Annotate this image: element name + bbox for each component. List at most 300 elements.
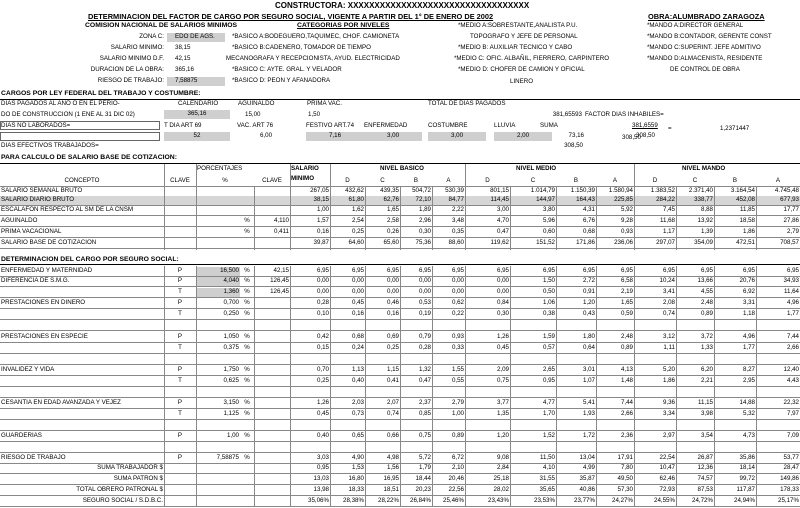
row-value: 2,72: [582, 277, 595, 284]
column-header: C: [692, 177, 698, 184]
row-value: 1,18: [742, 310, 755, 317]
row-value: 9,08: [496, 454, 509, 461]
row-value: 0,43: [582, 310, 595, 317]
row-unit: %: [244, 432, 250, 439]
efectivos-value: 308,50: [564, 142, 583, 149]
row-value: [465, 443, 510, 452]
row-value: 4,96: [742, 333, 755, 340]
row-value: 0,33: [451, 344, 464, 351]
row-value: 1,15: [386, 366, 399, 373]
efectivos-label: DIAS EFECTIVOS TRABAJADOS=: [1, 142, 99, 149]
row-value: 1,65: [620, 299, 633, 306]
row-value: 0,50: [542, 288, 555, 295]
row-clave: [164, 355, 196, 364]
grid-line: [465, 164, 466, 186]
row-clave: [164, 217, 196, 226]
row-value: 0,91: [582, 288, 595, 295]
row-clave2: [254, 321, 290, 330]
row-percent: 4,040: [196, 277, 240, 286]
row-value: 2,22: [451, 206, 464, 213]
row-value: 2,96: [418, 217, 431, 224]
obra-label: OBRA:ALUMBRADO ZARAGOZA: [648, 12, 765, 21]
row-unit: %: [244, 454, 250, 461]
row-value: [634, 421, 676, 430]
row-percent: [196, 388, 240, 397]
row-value: 0,69: [386, 333, 399, 340]
row-clave2: 42,15: [273, 267, 289, 274]
row-percent: [196, 443, 240, 452]
row-value: 1,39: [700, 228, 713, 235]
row-value: 3,34: [662, 410, 675, 417]
row-value: 354,09: [694, 239, 713, 246]
row-clave: [164, 239, 196, 248]
row-value: 4,55: [700, 288, 713, 295]
row-value: 3.164,54: [730, 187, 755, 194]
row-value: 0,28: [418, 344, 431, 351]
grid-line: [196, 187, 197, 250]
row-value: [510, 321, 556, 330]
calendario-value: 365,16: [164, 110, 230, 119]
row-value: 1,57: [316, 217, 329, 224]
grid-line: [465, 187, 466, 250]
row-value: 2,58: [386, 217, 399, 224]
row-value: 0,30: [418, 228, 431, 235]
row-value: 119,62: [490, 239, 509, 246]
categoria-mando: *MANDO D:ALMACENISTA, RESIDENTE: [647, 55, 763, 62]
row-value: 0,64: [582, 344, 595, 351]
row-value: 530,39: [445, 187, 464, 194]
row-percent: 0,375: [223, 344, 239, 351]
row-value: 1,86: [662, 377, 675, 384]
no-laborados-header: VAC. ART 76: [237, 122, 274, 129]
row-value: [714, 421, 756, 430]
factor-equals: =: [668, 125, 672, 132]
row-percent: 1,050: [223, 333, 239, 340]
column-header: B: [413, 177, 419, 184]
categoria-basico: MECANOGRAFA Y RECEPCIONISTA, AYUD. ELECTRICIDAD: [226, 55, 400, 62]
row-clave: [164, 388, 196, 397]
row-value: 2,37: [418, 399, 431, 406]
row-value: 178,33: [780, 486, 799, 493]
row-value: 3,31: [742, 299, 755, 306]
categoria-medio: LINERO: [510, 78, 534, 85]
dias-pagados-label: DIAS PAGADOS AL AÑO O EN EL PERIO-: [1, 100, 120, 107]
column-header: A: [612, 177, 618, 184]
row-value: 1,77: [786, 310, 799, 317]
row-value: 14,88: [739, 399, 755, 406]
row-concept: [0, 377, 164, 386]
row-value: 0,42: [316, 333, 329, 340]
row-value: 0,47: [496, 228, 509, 235]
row-value: [400, 388, 432, 397]
row-value: 23,77%: [574, 497, 595, 504]
row-value: 7,44: [786, 333, 799, 340]
row-clave: [164, 187, 196, 196]
row-value: 7,44: [620, 399, 633, 406]
row-value: 1.383,52: [650, 187, 675, 194]
row-value: [556, 421, 596, 430]
row-value: 3,54: [700, 432, 713, 439]
row-value: 0,95: [542, 377, 555, 384]
row-value: [365, 421, 400, 430]
row-value: 1,53: [351, 464, 364, 471]
row-value: 3,00: [496, 206, 509, 213]
grid-line: [254, 187, 255, 250]
row-value: 31,55: [539, 475, 555, 482]
row-unit: [240, 239, 254, 248]
column-header: B: [732, 177, 738, 184]
row-unit: [240, 443, 254, 452]
row-value: [756, 388, 800, 397]
row-concept: DIFERENCIA DE S.M.G.: [1, 277, 70, 284]
row-unit: %: [244, 410, 250, 417]
total-dias-header: TOTAL DE DIAS PAGADOS: [428, 100, 506, 107]
column-header: D: [652, 177, 658, 184]
grid-line: [330, 187, 331, 250]
row-value: 24,27%: [612, 497, 633, 504]
row-value: 236,06: [614, 239, 633, 246]
row-value: [634, 443, 676, 452]
row-value: 4,73: [742, 432, 755, 439]
grid-line: [432, 266, 433, 507]
row-clave2: [254, 344, 290, 353]
row-value: 1,11: [663, 344, 675, 351]
row-value: 84,77: [448, 196, 464, 203]
row-concept: [0, 443, 164, 452]
row-value: 1,89: [418, 206, 431, 213]
row-value: 0,68: [582, 228, 595, 235]
row-value: 3,12: [662, 333, 675, 340]
row-value: 6,95: [700, 267, 713, 274]
row-percent: [196, 206, 240, 215]
nivel-mando-header: NIVEL MANDO: [682, 165, 726, 172]
row-value: 2,48: [700, 299, 713, 306]
row-value: 13,66: [697, 277, 713, 284]
row-value: 1.014,79: [530, 187, 555, 194]
categoria-medio: *MEDIO D: CHOFER DE CAMION Y OFICIAL: [458, 66, 585, 73]
row-value: 4,13: [620, 366, 633, 373]
row-concept: [0, 288, 164, 297]
aguinaldo-value: 15,00: [245, 111, 261, 118]
row-clave2: [254, 410, 290, 419]
param-label: SALARIO MINIMO:: [110, 44, 164, 51]
row-value: 6,95: [742, 267, 755, 274]
row-value: 16,95: [383, 475, 399, 482]
factor-denominator: 308,50: [636, 132, 655, 139]
grid-line: [365, 187, 366, 250]
row-concept: SEGURO SOCIAL / S.D.B.C.: [82, 497, 163, 504]
grid-line: [290, 266, 291, 507]
row-value: 225,85: [614, 196, 633, 203]
row-concept: ENFERMEDAD Y MATERNIDAD: [1, 267, 93, 274]
row-value: [676, 421, 714, 430]
row-value: 0,00: [418, 288, 431, 295]
row-value: 0,73: [351, 410, 364, 417]
row-value: [290, 388, 330, 397]
row-value: 16,80: [348, 475, 364, 482]
row-value: 3,77: [496, 399, 509, 406]
row-value: 2,97: [662, 432, 675, 439]
categoria-mando: *MANDO C:SUPERINT. JEFE ADMITIVO: [647, 44, 761, 51]
row-percent: [196, 421, 240, 430]
row-value: 18,44: [415, 475, 431, 482]
aguinaldo-header: AGUINALDO: [238, 100, 275, 107]
row-concept: [0, 355, 164, 364]
row-value: 27,86: [783, 217, 799, 224]
row-clave: [164, 228, 196, 237]
row-value: [634, 355, 676, 364]
row-value: 472,51: [736, 239, 755, 246]
row-value: 144,97: [536, 196, 555, 203]
row-value: 1.580,94: [608, 187, 633, 194]
cargo-title: DETERMINACION DEL CARGO POR SEGURO SOCIAL:: [1, 256, 179, 263]
row-value: 99,72: [739, 475, 755, 482]
row-value: 20,76: [739, 277, 755, 284]
row-value: 25,17%: [778, 497, 799, 504]
row-value: 13,98: [313, 486, 329, 493]
row-value: 57,30: [617, 486, 633, 493]
row-percent: [196, 228, 240, 237]
no-laborados-value: 3,00: [428, 132, 486, 141]
row-value: 0,10: [316, 310, 329, 317]
row-value: 1,50: [542, 277, 555, 284]
row-value: 5,32: [742, 410, 755, 417]
row-value: 708,57: [780, 239, 799, 246]
row-value: [510, 388, 556, 397]
row-clave2: [254, 355, 290, 364]
row-value: 0,74: [386, 410, 399, 417]
no-laborados-value: 52: [164, 132, 230, 141]
row-value: 22,56: [448, 486, 464, 493]
row-clave: P: [177, 454, 183, 461]
row-value: 3,03: [316, 454, 329, 461]
param-label: ZONA C:: [139, 33, 164, 40]
row-clave: [164, 421, 196, 430]
row-value: 2,10: [451, 464, 464, 471]
row-clave2: [254, 206, 290, 215]
row-concept: [0, 410, 164, 419]
grid-line: [634, 266, 635, 507]
param-value: 7,58875: [167, 77, 225, 86]
row-value: 4,70: [496, 217, 509, 224]
row-value: 72,93: [659, 486, 675, 493]
row-value: [365, 321, 400, 330]
row-clave2: [254, 187, 290, 196]
prima-value: 1,50: [308, 111, 321, 118]
row-value: [756, 321, 800, 330]
row-value: [596, 355, 634, 364]
row-value: 18,14: [739, 464, 755, 471]
grid-line: [290, 187, 291, 250]
row-value: [596, 388, 634, 397]
row-unit: %: [244, 228, 250, 235]
row-value: 2,84: [496, 464, 509, 471]
grid-line: [714, 187, 715, 250]
row-clave2: [254, 454, 290, 463]
row-value: 12,36: [697, 464, 713, 471]
row-value: 677,93: [780, 196, 799, 203]
row-value: 0,70: [316, 366, 329, 373]
divider: [0, 264, 800, 265]
row-value: 0,00: [316, 277, 329, 284]
row-value: 25,46%: [443, 497, 464, 504]
row-value: [365, 388, 400, 397]
row-value: [556, 355, 596, 364]
grid-line: [400, 266, 401, 507]
row-value: [400, 421, 432, 430]
row-value: 0,89: [700, 310, 713, 317]
no-laborados-header: SUMA: [540, 122, 558, 129]
row-clave2: [254, 388, 290, 397]
row-unit: [240, 187, 254, 196]
row-unit: [240, 196, 254, 205]
row-percent: [196, 239, 240, 248]
row-percent: [196, 355, 240, 364]
row-value: 13,03: [313, 475, 329, 482]
row-value: 4,43: [786, 377, 799, 384]
row-clave: T: [178, 344, 182, 351]
row-percent: 0,250: [223, 310, 239, 317]
row-value: 4,77: [542, 399, 555, 406]
grid-line: [596, 187, 597, 250]
row-concept: CESANTIA EN EDAD AVANZADA Y VEJEZ: [1, 399, 121, 406]
row-value: 62,76: [383, 196, 399, 203]
row-value: 439,35: [380, 187, 399, 194]
row-value: [465, 388, 510, 397]
row-value: 1,93: [582, 410, 595, 417]
row-value: 4,90: [351, 454, 364, 461]
row-value: 5,20: [662, 366, 675, 373]
row-value: 1.150,39: [570, 187, 595, 194]
row-clave: [164, 321, 196, 330]
row-value: 1,06: [542, 299, 555, 306]
row-value: [676, 443, 714, 452]
row-value: 1,07: [582, 377, 595, 384]
no-laborados-header: COSTUMBRE: [428, 122, 468, 129]
row-value: 6,58: [620, 277, 633, 284]
row-value: 4,98: [386, 454, 399, 461]
row-value: 0,15: [316, 344, 329, 351]
row-value: 28,38%: [343, 497, 364, 504]
row-concept: ESCALAFON RESPECTO AL SM DE LA CNSM: [1, 206, 134, 213]
row-value: 2,07: [386, 399, 399, 406]
no-laborados-value: 6,00: [259, 132, 273, 139]
row-value: 0,22: [451, 310, 464, 317]
row-value: 1,72: [582, 432, 595, 439]
row-clave2: [254, 432, 290, 441]
row-concept: TOTAL OBRERO PATRONAL $: [76, 486, 163, 493]
row-value: [556, 388, 596, 397]
row-value: 0,00: [451, 277, 464, 284]
column-header: A: [446, 177, 451, 184]
column-header: CLAVE: [262, 177, 282, 184]
row-value: 1,17: [662, 228, 675, 235]
row-value: 0,00: [418, 277, 431, 284]
de-construccion-label: DO DE CONSTRUCCION (1 ENE AL 31 DIC 02): [1, 111, 135, 118]
row-value: 2,21: [700, 377, 713, 384]
row-value: 7,80: [620, 464, 633, 471]
row-value: 22,32: [783, 399, 799, 406]
row-value: 0,00: [496, 288, 509, 295]
row-value: 3,01: [582, 366, 595, 373]
row-value: 0,25: [316, 377, 329, 384]
categoria-basico: *BASICO C: AYTE. GRAL. Y VELADOR: [232, 66, 342, 73]
row-value: 53,77: [783, 454, 799, 461]
row-value: 3,48: [451, 217, 464, 224]
row-percent: [196, 187, 240, 196]
row-value: 74,57: [697, 475, 713, 482]
grid-line: [556, 187, 557, 250]
row-concept: INVALIDEZ Y VIDA: [1, 366, 55, 373]
row-concept: RIESGO DE TRABAJO: [1, 454, 66, 461]
grid-line: [196, 266, 197, 507]
row-unit: [240, 388, 254, 397]
column-header: D: [345, 177, 350, 184]
row-concept: GUARDERIAS: [1, 432, 42, 439]
calculo-title: PARA CALCULO DE SALARIO BASE DE COTIZACION:: [1, 154, 177, 161]
row-value: 88,60: [448, 239, 464, 246]
row-value: 0,40: [351, 377, 364, 384]
categoria-medio: *MEDIO C: OFIC. ALBAÑIL, FIERRERO, CARPINTERO: [454, 55, 610, 62]
no-laborados-header: T DIA ART 69: [164, 122, 202, 129]
grid-line: [634, 187, 635, 250]
row-percent: 1,750: [223, 366, 239, 373]
row-value: [465, 321, 510, 330]
row-value: 0,00: [386, 288, 399, 295]
param-label: RIESGO DE TRABAJO:: [97, 77, 164, 84]
row-value: [432, 421, 465, 430]
row-value: 2,03: [351, 399, 364, 406]
row-value: 35,65: [539, 486, 555, 493]
grid-line: [556, 266, 557, 507]
row-value: 0,53: [418, 299, 431, 306]
row-value: 0,45: [496, 344, 509, 351]
porcentajes-header: PORCENTAJES: [197, 165, 243, 172]
row-value: 1,55: [451, 366, 464, 373]
row-value: 0,26: [386, 228, 399, 235]
row-value: 164,43: [576, 196, 595, 203]
row-value: 0,00: [386, 277, 399, 284]
row-clave2: [254, 421, 290, 430]
row-value: 0,00: [351, 288, 364, 295]
row-value: 0,84: [496, 299, 509, 306]
grid-line: [510, 187, 511, 250]
row-clave: P: [177, 399, 183, 406]
row-value: 0,00: [496, 277, 509, 284]
no-laborados-value: 3,00: [364, 132, 422, 141]
row-value: 28,47: [783, 464, 799, 471]
row-value: 4,99: [582, 464, 595, 471]
row-value: 6,95: [386, 267, 399, 274]
row-value: 0,62: [451, 299, 464, 306]
row-value: 1,26: [316, 399, 329, 406]
row-value: 0,65: [351, 432, 364, 439]
row-value: 1,70: [542, 410, 555, 417]
row-concept: SUMA PATRON $: [113, 475, 163, 482]
row-value: 49,50: [617, 475, 633, 482]
row-unit: %: [244, 333, 250, 340]
row-value: [290, 421, 330, 430]
row-value: 3,72: [700, 333, 713, 340]
param-value: 365,16: [175, 66, 194, 73]
row-value: 1,59: [542, 333, 555, 340]
row-value: [714, 388, 756, 397]
row-concept: [0, 421, 164, 430]
row-clave: T: [178, 288, 182, 295]
row-percent: 16,500: [196, 267, 240, 276]
row-value: 7,97: [786, 410, 799, 417]
row-value: 2.371,40: [688, 187, 713, 194]
